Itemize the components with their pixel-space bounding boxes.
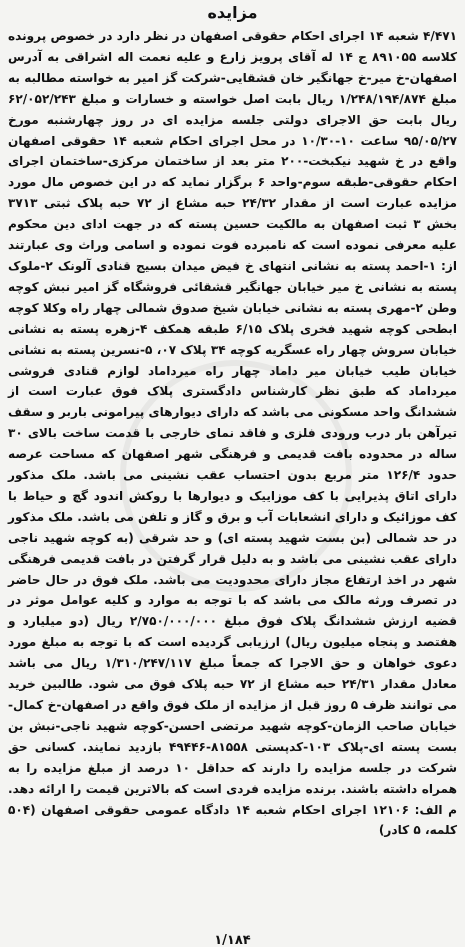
notice-body: ۴/۴۷۱ شعبه ۱۴ اجرای احکام حقوقی اصفهان در نظر دارد در خصوص پرونده کلاسه ۸۹۱۰۵۵ ج ۱۴ له آقای پرویز زارع و علیه نعمت اله اشراقی به آدرس اصفهان-خ میر-خ جهانگیر خان قشقایی-شرکت گز امیر به خواسته مطالبه به مبلغ ۱/۲۴۸/۱۹۴/۸۷۴ ریال بابت اصل خواسته و خسارات و مبلغ ۶۲/۰۵۲/۲۴۳ ریال بابت حق الاجرای دولتی جلسه مزایده ای در روز چهارشنبه مورخ ۹۵/۰۵/۲۷ ساعت ۱۰-۱۰/۳۰ در محل اجرای احکام شعبه ۱۴ حقوقی اصفهان واقع در خ شهید نیکبخت-۲۰۰ متر بعد از ساختمان مرکزی-ساختمان اجرای احکام حقوقی-طبقه سوم-واحد ۶ برگزار نماید که در این خصوص مال مورد مزایده عبارت است از مقدار ۲۴/۳۲ حبه مشاع از ۷۲ حبه پلاک ثبتی ۳۷۱۳ بخش ۳ ثبت اصفهان به مالکیت حسین پسته که در جهت ادای دین محکوم علیه معرفی نموده است که نامبرده فوت نموده و اسامی وراث وی عبارتند از: ۱-احمد پسته به نشانی انتهای خ فیض میدان بسیج قنادی آلونک ۲-ملوک پسته به نشانی خ میر خیابان جهانگیر قشقائی فروشگاه گز امیر نبش کوچه وطن ۲-مهری پسته به نشانی خیابان شیخ صدوق شمالی چهار راه وکلا کوچه ابطحی کوچه شهید فخری پلاک ۶/۱۵ طبقه همکف ۴-زهره پسته به نشانی خیابان سروش چهار راه عسگریه کوچه ۳۴ پلاک ۰۷، ۵-نسرین پسته به نشانی خیابان طیب خیابان میر داماد چهار راه میرداماد لوازم قنادی فروشی میرداماد که طبق نظر کارشناس دادگستری پلاک فوق عبارت است از ششدانگ واحد مسکونی می باشد که دارای دیوارهای پیرامونی باربر و سقف تیرآهن بار درب ورودی فلزی و فاقد نمای خارجی با قدمت ساخت بالای ۳۰ ساله در محدوده بافت قدیمی و فرهنگی شهر اصفهان که مساحت عرصه حدود ۱۲۶/۴ متر مربع بدون احتساب عقب نشینی می باشد. ملک مذکور دارای اتاق پذیرایی با کف موزاییک و دیوارها با روکش اندود گچ و حیاط با کف موزائیک و دارای انشعابات آب و برق و گاز و تلفن می باشد. ملک مذکور در حد شمالی (بن بست شهید پسته ای) و حد شرقی (به کوچه شهید ناجی دارای عقب نشینی می باشد و به دلیل قرار گرفتن در بافت قدیمی فرهنگی شهر در اخذ ارتفاع مجاز دارای محدودیت می باشد. ملک فوق در حال حاضر در تصرف ورثه مالک می باشد که با توجه به موارد و کلیه عوامل موثر در قضیه ارزش ششدانگ پلاک فوق مبلغ ۲/۷۵۰/۰۰۰/۰۰۰ ریال (دو میلیارد و هفتصد و پنجاه میلیون ریال) ارزیابی گردیده است که با توجه به مبلغ مورد دعوی خواهان و حق الاجرا که جمعاً مبلغ ۱/۳۱۰/۲۴۷/۱۱۷ ریال می باشد معادل مقدار ۲۴/۳۱ حبه مشاع از ۷۲ حبه پلاک فوق می شود. طالبین خرید می توانند ظرف ۵ روز قبل از مزایده از ملک فوق واقع در اصفهان-خ کمال-خیابان صاحب الزمان-کوچه شهید مرتضی احسن-کوچه شهید ناجی-نبش بن بست پسته ای-پلاک ۱۰۳-کدپستی ۸۱۵۵۸-۴۹۴۴۶ بازدید نمایند. کسانی حق شرکت در جلسه مزایده را دارند که حداقل ۱۰ درصد از مبلغ مزایده را به همراه داشته باشند. برنده مزایده فردی است که بالاترین قیمت را ارائه دهد. م الف: ۱۲۱۰۶ اجرای احکام شعبه ۱۴ دادگاه عمومی حقوقی اصفهان (۵۰۴ کلمه، ۵ کادر): [8, 29, 458, 838]
notice-title: مزایده: [207, 3, 258, 22]
next-notice-fragment: ۱/۱۸۴: [214, 933, 251, 947]
